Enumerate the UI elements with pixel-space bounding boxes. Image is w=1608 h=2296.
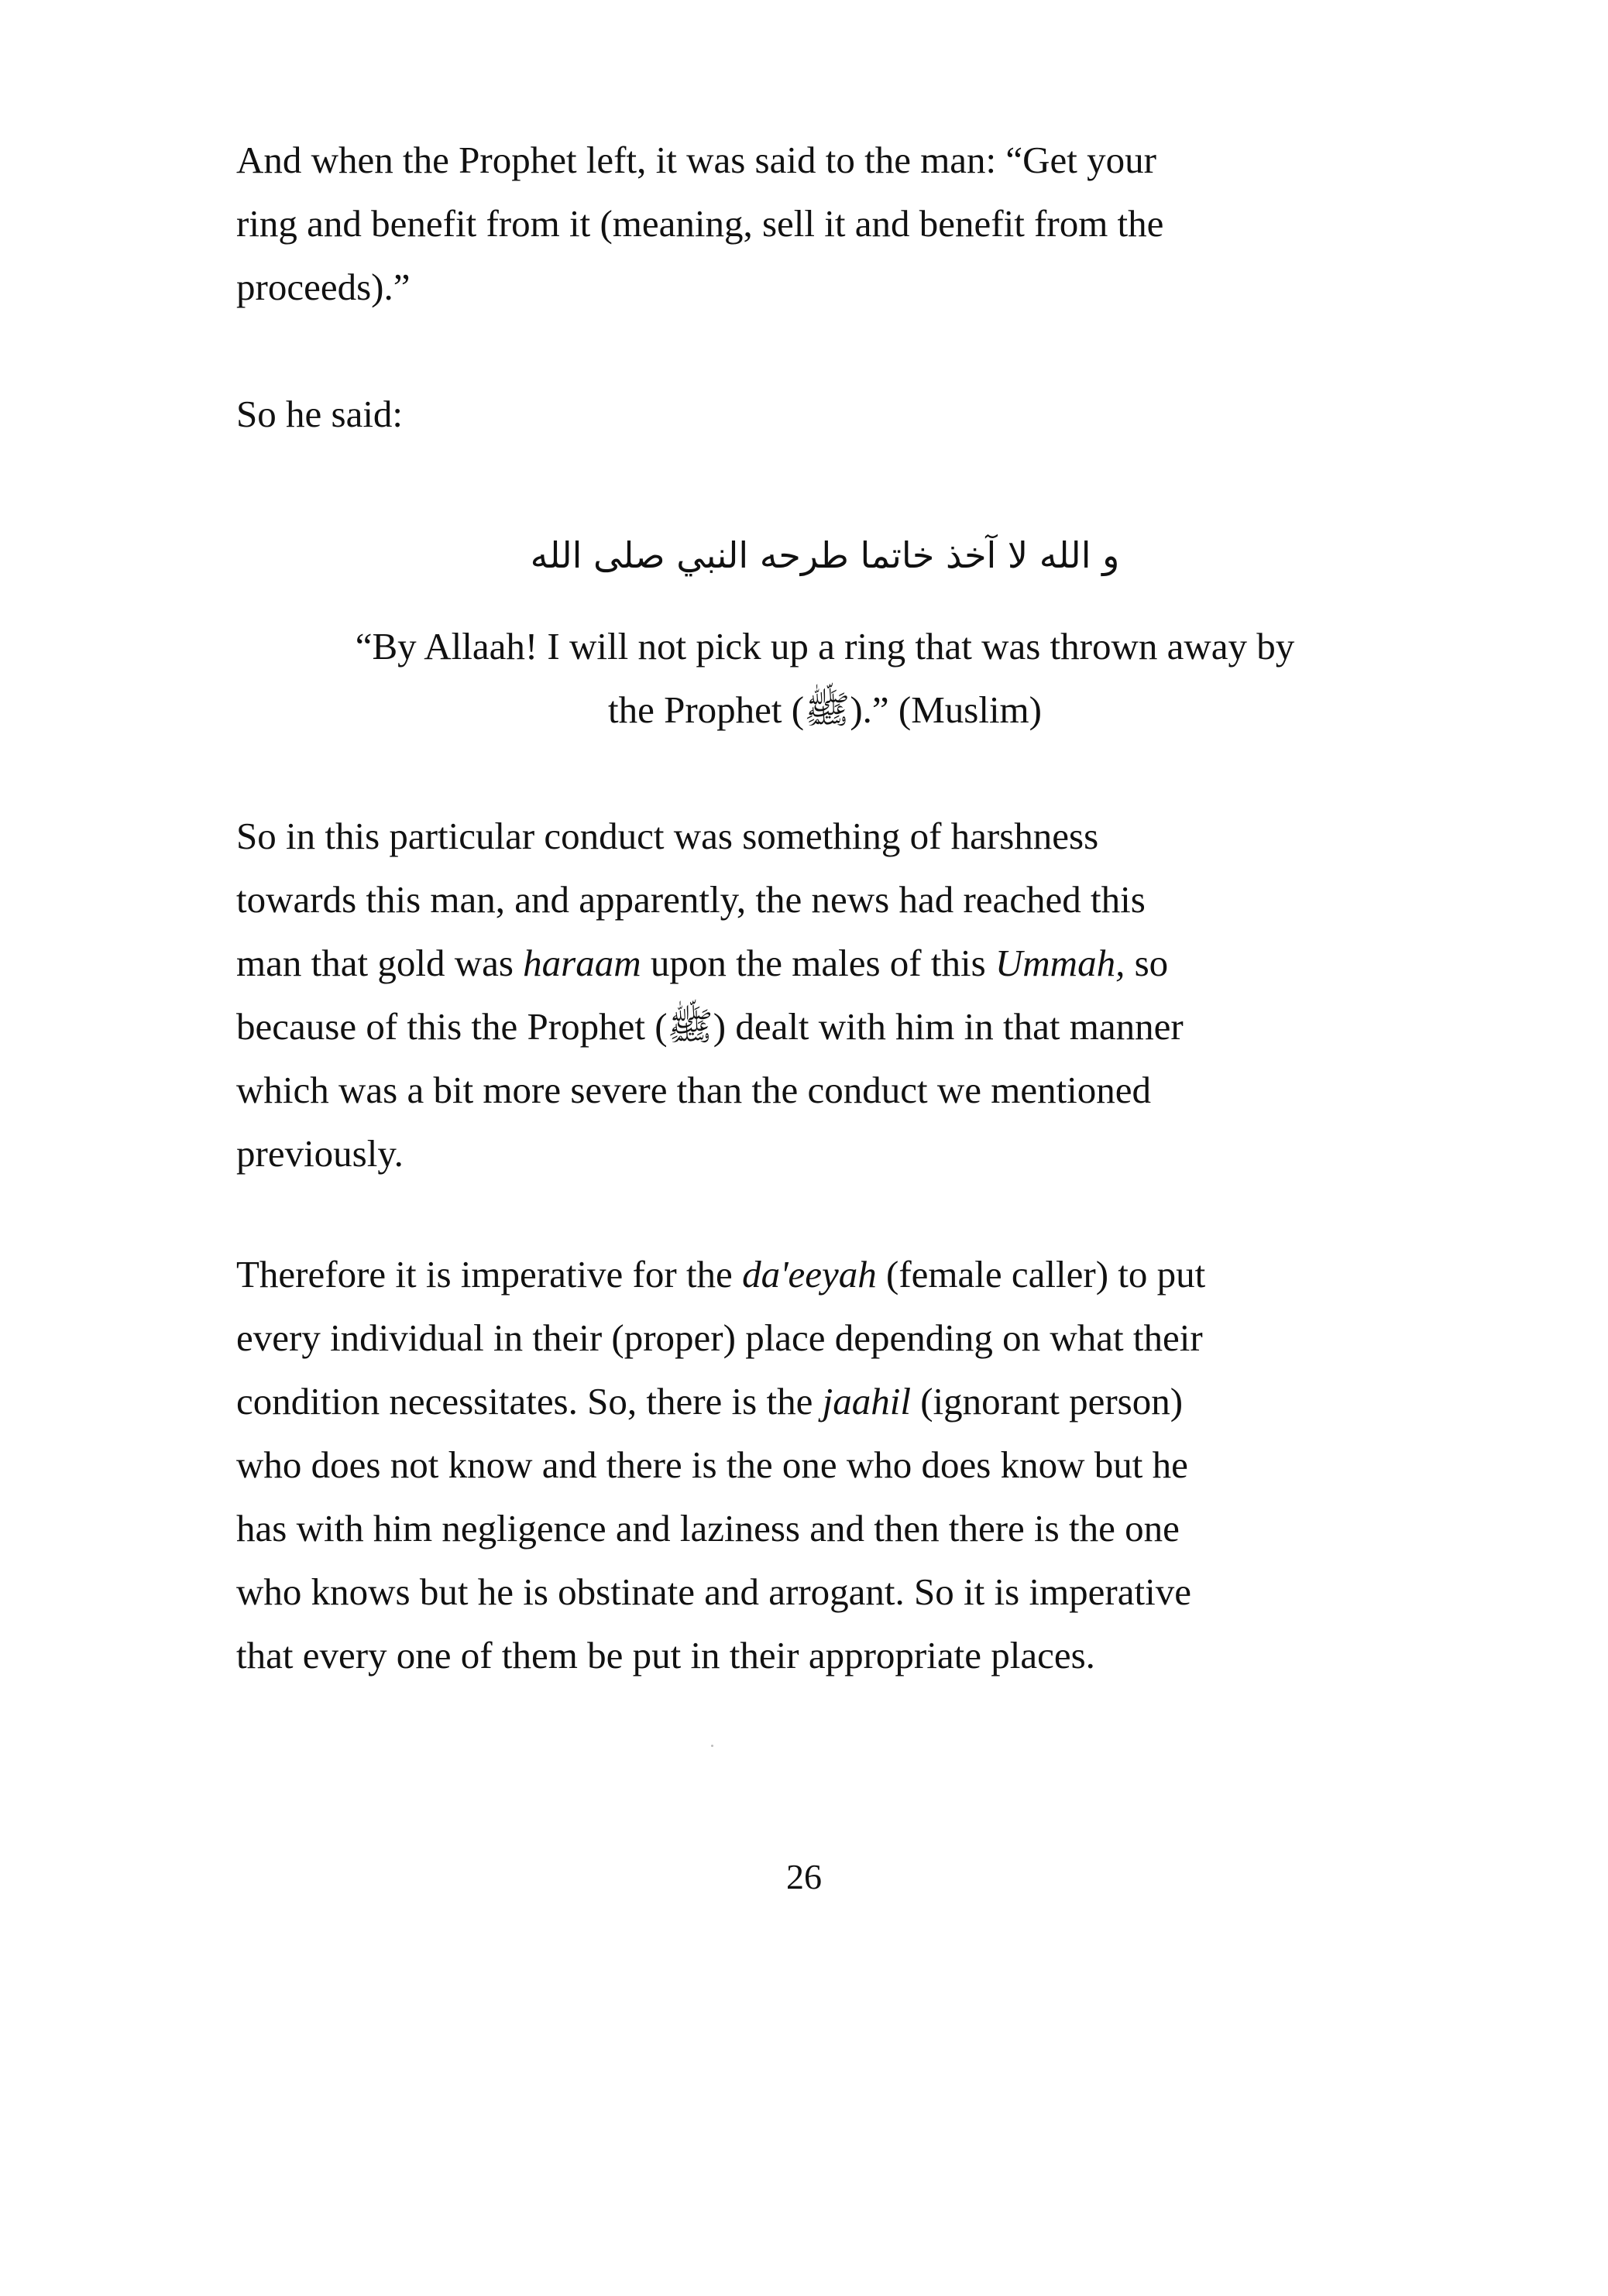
text-line: which was a bit more severe than the conduct we mentioned xyxy=(236,1069,1152,1111)
scan-speck xyxy=(711,1745,713,1747)
text-line: towards this man, and apparently, the news had reached this xyxy=(236,878,1146,921)
text-run: Therefore it is imperative for the xyxy=(236,1253,743,1296)
text-run: man that gold was xyxy=(236,942,524,984)
italic-term-ummah: Ummah, xyxy=(995,942,1125,984)
paragraph-prophet-left xyxy=(236,129,1414,319)
text-run: condition necessitates. So, there is the xyxy=(236,1380,823,1423)
text-line: ring and benefit from it (meaning, sell it and benefit from the xyxy=(236,202,1164,245)
text-line: that every one of them be put in their appropriate places. xyxy=(236,1634,1095,1677)
text-line: who knows but he is obstinate and arrogant. So it is imperative xyxy=(236,1570,1191,1613)
text-run: so xyxy=(1125,942,1169,984)
paragraph-harshness xyxy=(236,805,1414,1186)
text-run: (ignorant person) xyxy=(910,1380,1184,1423)
text-line: And when the Prophet left, it was said to the man: “Get your xyxy=(236,139,1156,181)
text-line xyxy=(236,932,1414,995)
arabic-quote: و الله لا آخذ خاتما طرحه النبي صلى الله xyxy=(530,534,1120,576)
paragraph-so-he-said xyxy=(236,383,1414,446)
text-run: (female caller) to put xyxy=(876,1253,1206,1296)
text-line: because of this the Prophet (ﷺ) dealt with him in that manner xyxy=(236,1005,1184,1048)
text-line: “By Allaah! I will not pick up a ring that was thrown away by xyxy=(355,625,1295,668)
italic-term-jaahil: jaahil xyxy=(822,1380,911,1423)
text-line: the Prophet (ﷺ).” (Muslim) xyxy=(607,688,1042,731)
text-line: previously. xyxy=(236,1132,404,1175)
text-line xyxy=(236,1243,1414,1306)
quote-translation xyxy=(236,615,1414,742)
text-line: has with him negligence and laziness and then there is the one xyxy=(236,1507,1180,1550)
text-line xyxy=(236,1370,1414,1433)
italic-term-haraam: haraam xyxy=(523,942,641,984)
text-line: So in this particular conduct was something of harshness xyxy=(236,815,1099,857)
page-number: 26 xyxy=(786,1857,822,1896)
text-line: proceeds).” xyxy=(236,266,411,308)
italic-term-daeeyah: da'eeyah xyxy=(742,1253,877,1296)
text-line: who does not know and there is the one who does know but he xyxy=(236,1443,1188,1486)
paragraph-imperative xyxy=(236,1243,1414,1687)
text-line: every individual in their (proper) place depending on what their xyxy=(236,1316,1203,1359)
text-line: So he said: xyxy=(236,393,404,435)
text-run: upon the males of this xyxy=(641,942,995,984)
